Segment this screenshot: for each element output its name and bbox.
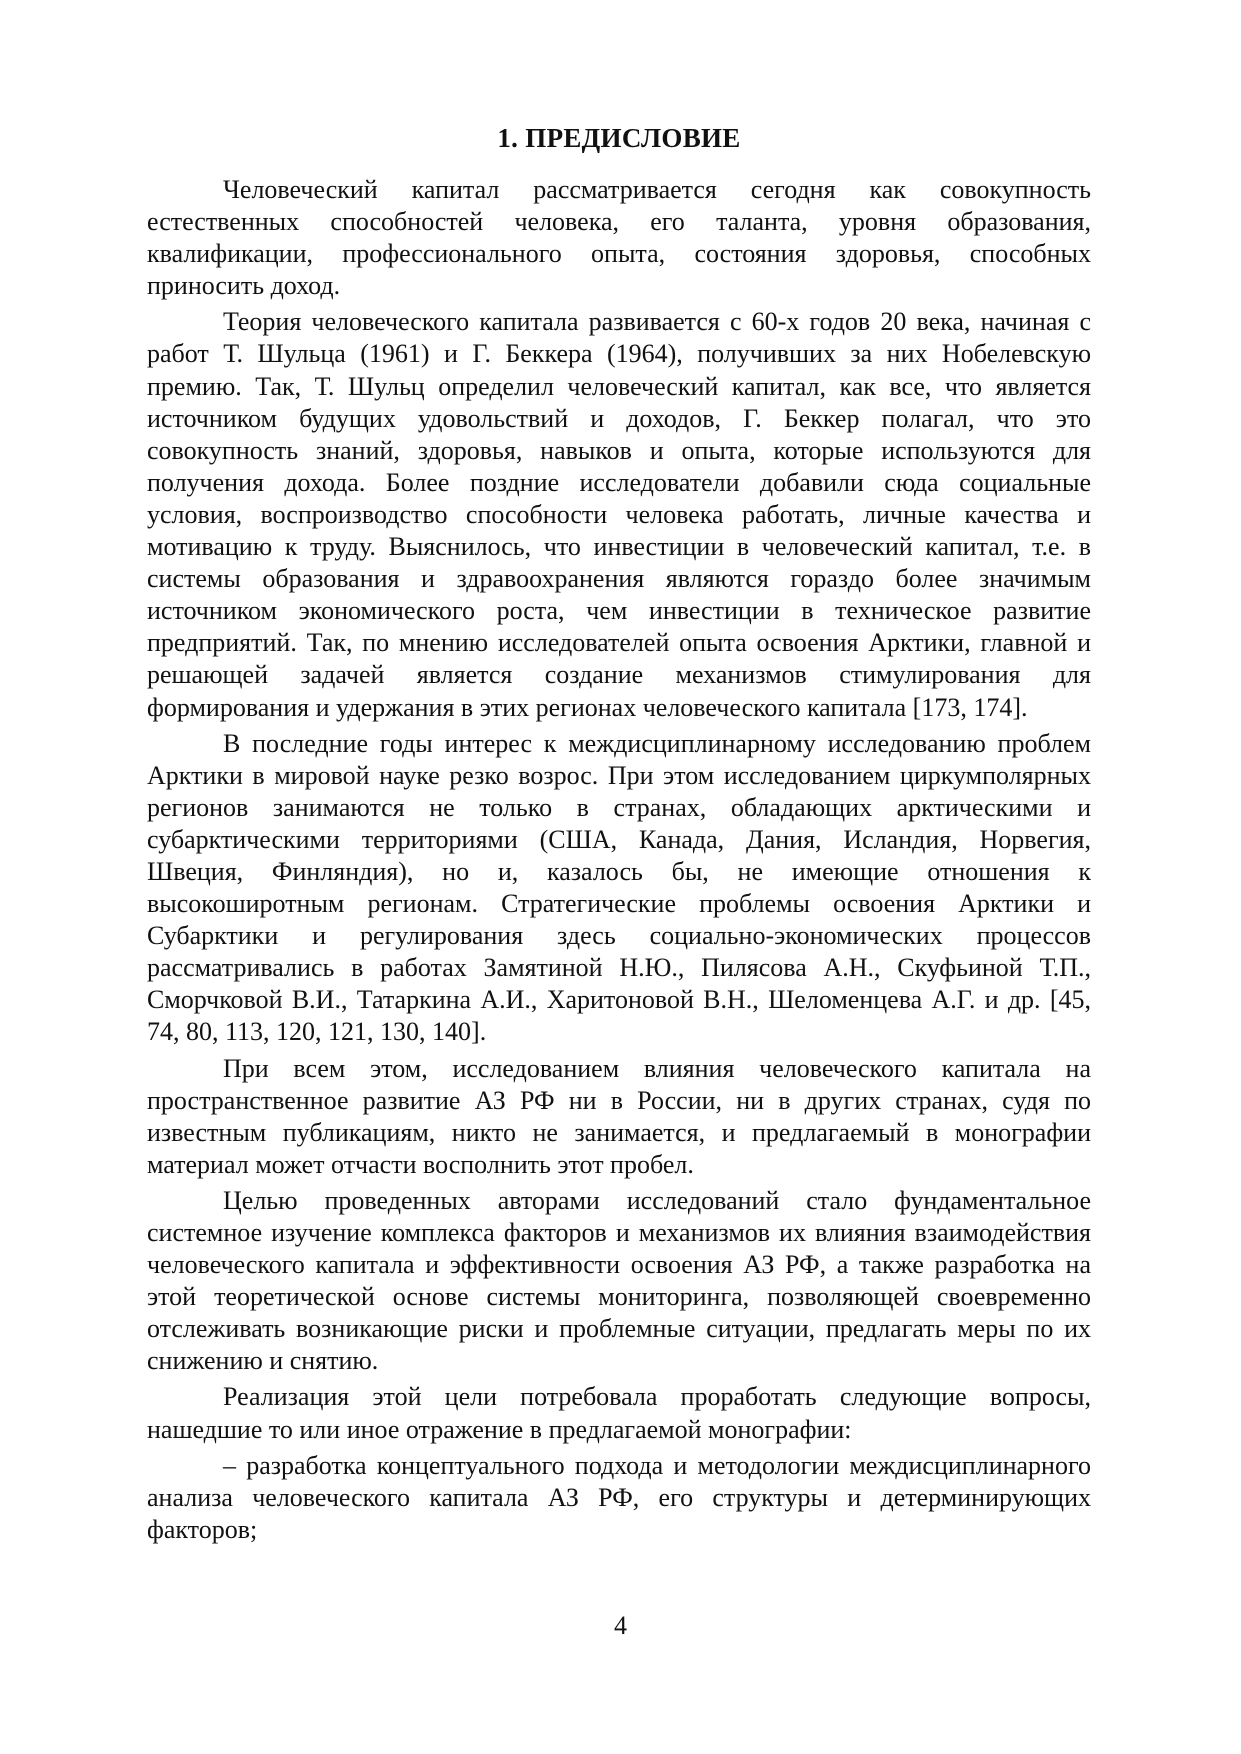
paragraph-3: В последние годы интерес к междисциплинарному исследованию проблем Арктики в мировой науке резко возрос. При этом исследованием циркумполярных регионов занимаются не только в странах, обладающих арктическими и субарктическими территориями (США, Канада, Дания, Исландия, Норвегия, Швеция, Финляндия), но и, казалось бы, не имеющие отношения к высокоширотным регионам. Стратегические проблемы освоения Арктики и Субарктики и регулирования здесь социально-экономических процессов рассматривались в работах Замятиной Н.Ю., Пилясова А.Н., Скуфьиной Т.П., Сморчковой В.И., Татаркина А.И., Харитоновой В.Н., Шеломенцева А.Г. и др. [45, 74, 80, 113, 120, 121, 130, 140]. bbox=[147, 728, 1091, 1047]
paragraph-4: При всем этом, исследованием влияния человеческого капитала на пространственное развитие АЗ РФ ни в России, ни в других странах, судя по известным публикациям, никто не занимается, и предлагаемый в монографии материал может отчасти восполнить этот пробел. bbox=[147, 1053, 1091, 1179]
paragraph-1: Человеческий капитал рассматривается сегодня как совокупность естественных способностей человека, его таланта, уровня образования, квалификации, профессионального опыта, состояния здоровья, способных приносить доход. bbox=[147, 175, 1091, 301]
section-heading: 1. ПРЕДИСЛОВИЕ bbox=[497, 123, 741, 153]
paragraph-2: Теория человеческого капитала развивается с 60-х годов 20 века, начиная с работ Т. Шульца (1961) и Г. Беккера (1964), получивших за них Нобелевскую премию. Так, Т. Шульц определил человеческий капитал, как все, что является источником будущих удовольствий и доходов, Г. Беккер полагал, что это совокупность знаний, здоровья, навыков и опыта, которые используются для получения дохода. Более поздние исследователи добавили сюда социальные условия, воспроизводство способности человека работать, личные качества и мотивацию к труду. Выяснилось, что инвестиции в человеческий капитал, т.е. в системы образования и здравоохранения являются гораздо более значимым источником экономического роста, чем инвестиции в техническое развитие предприятий. Так, по мнению исследователей опыта освоения Арктики, главной и решающей задачей является создание механизмов стимулирования для формирования и удержания в этих регионах человеческого капитала [173, 174]. bbox=[147, 307, 1091, 722]
page-number: 4 bbox=[614, 1611, 627, 1640]
list-item: – разработка концептуального подхода и методологии междисциплинарного анализа человеческого капитала АЗ РФ, его структуры и детерминирующих факторов; bbox=[147, 1450, 1091, 1544]
paragraph-6: Реализация этой цели потребовала проработать следующие вопросы, нашедшие то или иное отражение в предлагаемой монографии: bbox=[147, 1382, 1091, 1444]
paragraph-5: Целью проведенных авторами исследований стало фундаментальное системное изучение комплекса факторов и механизмов их влияния взаимодействия человеческого капитала и эффективности освоения АЗ РФ, а также разработка на этой теоретической основе системы мониторинга, позволяющей своевременно отслеживать возникающие риски и проблемные ситуации, предлагать меры по их снижению и снятию. bbox=[147, 1185, 1091, 1376]
page-content bbox=[147, 118, 1091, 1546]
